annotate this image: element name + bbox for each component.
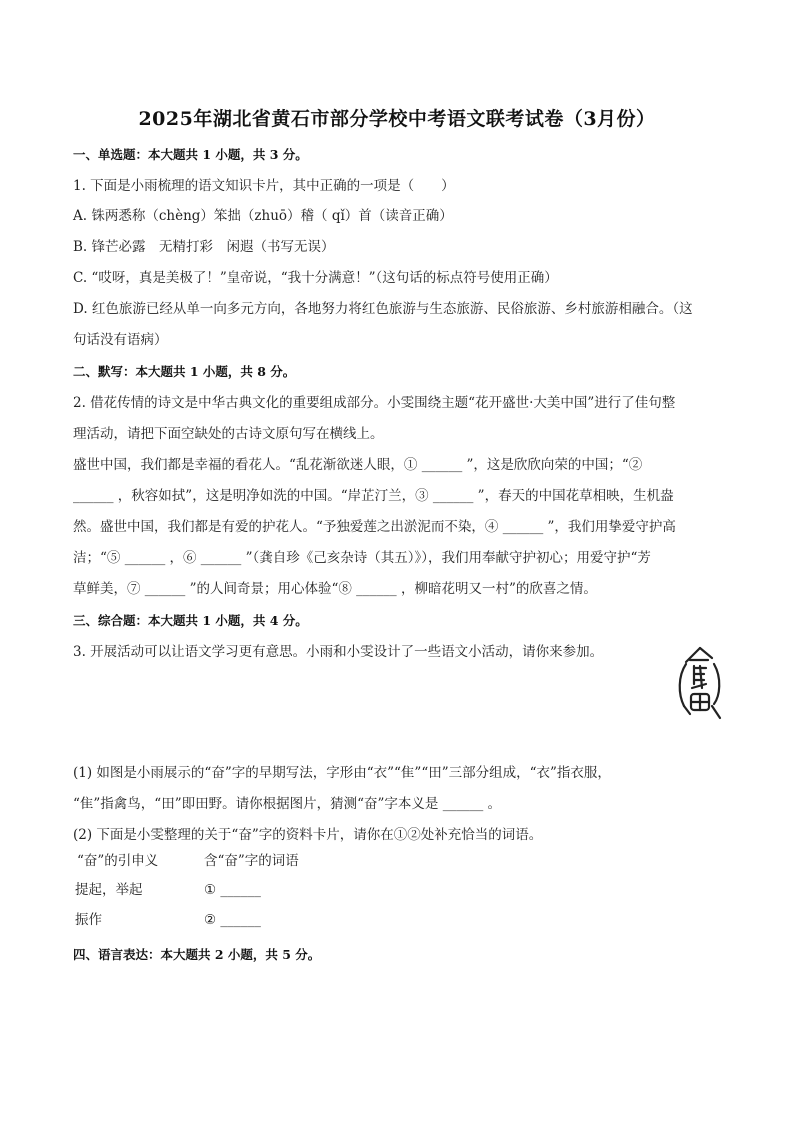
question-1-stem: 1. 下面是小雨梳理的语文知识卡片，其中正确的一项是（ ） <box>73 178 455 194</box>
question-2-line-2: 理活动，请把下面空缺处的古诗文原句写在横线上。 <box>73 426 384 442</box>
question-2-line-1: 2. 借花传情的诗文是中华古典文化的重要组成部分。小雯围绕主题“花开盛世·大美中国”进行了佳句整 <box>73 395 676 411</box>
section-heading-1: 一、单选题：本大题共 1 小题，共 3 分。 <box>73 147 308 162</box>
question-2-line-3: 盛世中国，我们都是幸福的看花人。“乱花渐欲迷人眼，① ______ ”，这是欣欣向荣的中国；“② <box>73 457 643 473</box>
card-header-right: 含“奋”字的词语 <box>204 853 299 869</box>
question-3-part-1-line-1: (1) 如图是小雨展示的“奋”字的早期写法，字形由“衣”“隹”“田”三部分组成，“衣”指衣服， <box>73 765 611 781</box>
question-1-option-d-line1: D. 红色旅游已经从单一向多元方向，各地努力将红色旅游与生态旅游、民俗旅游、乡村旅游相融合。（这 <box>73 301 693 317</box>
section-heading-4: 四、语言表达：本大题共 2 小题，共 5 分。 <box>73 947 321 962</box>
card-row-1-meaning: 提起，举起 <box>75 882 143 898</box>
question-1-option-d-line2: 句话没有语病） <box>73 332 168 348</box>
card-row-2-answer: ② ______ <box>204 912 261 928</box>
question-2-line-6: 洁；“⑤ ______ ，⑥ ______ ”（龚自珍《己亥杂诗（其五）》），我们用奉献守护初心；用爱守护“芳 <box>73 550 651 566</box>
section-heading-2: 二、默写：本大题共 1 小题，共 8 分。 <box>73 364 296 379</box>
question-1-option-b: B. 锋芒必露 无精打彩 闲遐（书写无误） <box>73 239 335 255</box>
question-3-stem: 3. 开展活动可以让语文学习更有意思。小雨和小雯设计了一些语文小活动，请你来参加。 <box>73 644 604 660</box>
section-heading-3: 三、综合题：本大题共 1 小题，共 4 分。 <box>73 613 308 628</box>
page-title: 2025年湖北省黄石市部分学校中考语文联考试卷（3月份） <box>138 108 656 130</box>
question-3-part-1-line-2: “隹”指禽鸟，“田”即田野。请你根据图片，猜测“奋”字本义是 ______ 。 <box>73 796 501 812</box>
question-1-option-a: A. 铢两悉称（chèng）笨拙（zhuō）稽（ qǐ）首（读音正确） <box>73 208 453 224</box>
question-2-line-7: 草鲜美，⑦ ______ ”的人间奇景；用心体验“⑧ ______ ，柳暗花明又一村”的欣喜之情。 <box>73 581 597 597</box>
card-header-left: “奋”的引申义 <box>77 853 159 869</box>
question-2-line-5: 然。盛世中国，我们都是有爱的护花人。“予独爱莲之出淤泥而不染，④ ______ ”，我们用挚爱守护高 <box>73 519 676 535</box>
question-2-line-4: ______ ，秋容如拭”，这是明净如洗的中国。“岸芷汀兰，③ ______ ”，春天的中国花草相映，生机盎 <box>73 488 674 504</box>
card-row-2-meaning: 振作 <box>75 912 102 928</box>
ancient-fen-character-icon <box>672 644 728 724</box>
question-1-option-c: C. “哎呀，真是美极了！”皇帝说，“我十分满意！”（这句话的标点符号使用正确） <box>73 270 558 286</box>
card-row-1-answer: ① ______ <box>204 882 261 898</box>
question-3-part-2: (2) 下面是小雯整理的关于“奋”字的资料卡片，请你在①②处补充恰当的词语。 <box>73 827 543 843</box>
